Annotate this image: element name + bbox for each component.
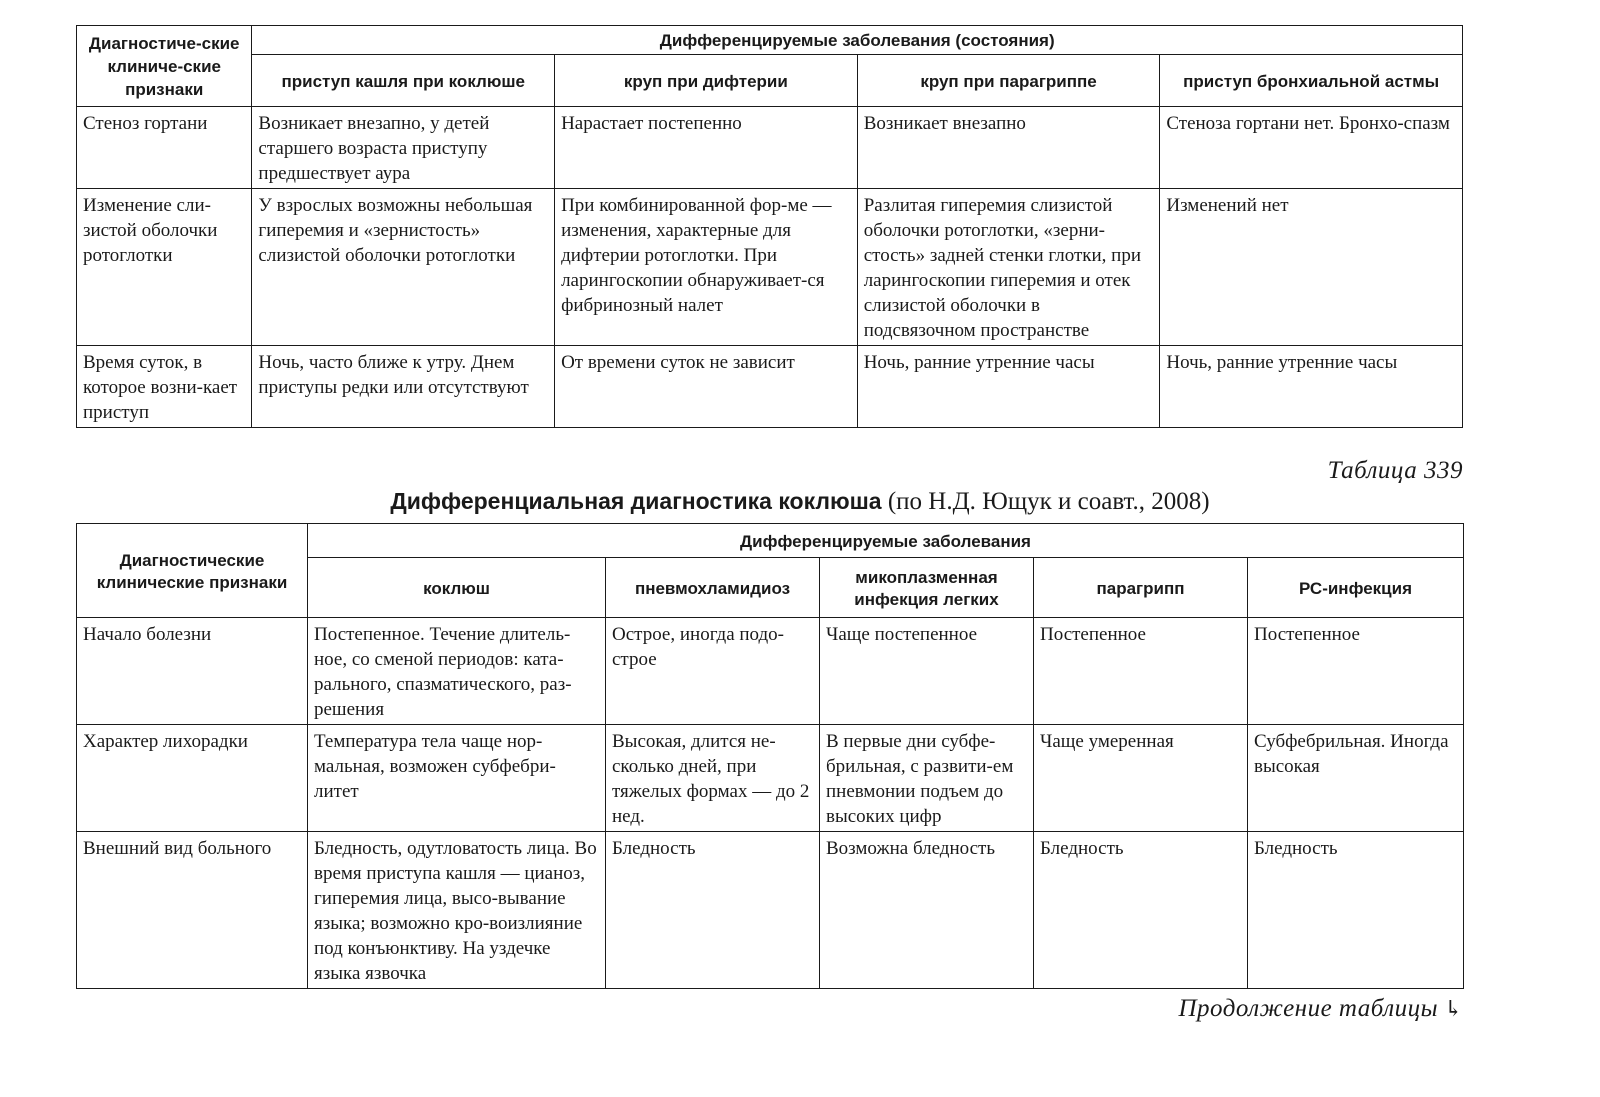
row-label: Стеноз гортани: [77, 107, 252, 189]
row-label: Время суток, в которое возни-кает приступ: [77, 346, 252, 428]
column-header: приступ кашля при коклюше: [252, 55, 555, 107]
continuation-note: [1179, 995, 1464, 1023]
table-cell: Постепенное. Течение длитель-ное, со сменой периодов: ката-рального, спазматического, раз-решения: [308, 618, 606, 725]
table-title-source: (по Н.Д. Ющук и соавт., 2008): [881, 488, 1210, 515]
table-cell: Температура тела чаще нор-мальная, возможен субфебри-литет: [308, 725, 606, 832]
table-row: [77, 346, 1463, 428]
row-label: Характер лихорадки: [77, 725, 308, 832]
table-cell: Чаще постепенное: [820, 618, 1034, 725]
table-cell: Чаще умеренная: [1034, 725, 1248, 832]
column-header: микоплазменная инфекция легких: [820, 558, 1034, 618]
table-cell: Разлитая гиперемия слизистой оболочки ротоглотки, «зерни-стость» задней стенки глотки, при ларингоскопии гиперемия и отек слизистой оболочки в подсвязочном пространстве: [857, 189, 1160, 346]
row-label: Изменение сли-зистой оболочки ротоглотки: [77, 189, 252, 346]
table-cell: От времени суток не зависит: [555, 346, 858, 428]
table-cell: В первые дни субфе-брильная, с развити-ем пневмонии подъем до высоких цифр: [820, 725, 1034, 832]
column-header: парагрипп: [1034, 558, 1248, 618]
table-cell: Стеноза гортани нет. Бронхо-спазм: [1160, 107, 1463, 189]
group-header: Дифференцируемые заболевания (состояния): [252, 26, 1463, 55]
table-cough-differential: [76, 25, 1463, 428]
table-number: Таблица 339: [1327, 457, 1463, 484]
table-cell: Бледность: [1034, 832, 1248, 989]
table-cell: Ночь, ранние утренние часы: [857, 346, 1160, 428]
table-cell: Бледность: [606, 832, 820, 989]
table-cell: Постепенное: [1248, 618, 1464, 725]
table-cell: Ночь, часто ближе к утру. Днем приступы редки или отсутствуют: [252, 346, 555, 428]
table-cell: При комбинированной фор-ме — изменения, характерные для дифтерии ротоглотки. При ларингоскопии обнаруживает-ся фибринозный налет: [555, 189, 858, 346]
continuation-text: Продолжение таблицы: [1178, 995, 1439, 1022]
table-row: [77, 189, 1463, 346]
table-cell: Высокая, длится не-сколько дней, при тяжелых формах — до 2 нед.: [606, 725, 820, 832]
table-cell: Бледность, одутловатость лица. Во время приступа кашля — цианоз, гиперемия лица, высо-вывание языка; возможно кро-воизлияние под конъюнктиву. На уздечке языка язвочка: [308, 832, 606, 989]
column-header: РС-инфекция: [1248, 558, 1464, 618]
table-cell: Субфебрильная. Иногда высокая: [1248, 725, 1464, 832]
corner-header: Диагностиче-ские клиниче-ские признаки: [77, 26, 252, 107]
table-title: [0, 488, 1600, 516]
table-cell: Постепенное: [1034, 618, 1248, 725]
table-cell: Изменений нет: [1160, 189, 1463, 346]
table-cell: Острое, иногда подо-строе: [606, 618, 820, 725]
group-header: Дифференцируемые заболевания: [308, 524, 1464, 558]
table-pertussis-differential: [76, 523, 1464, 989]
table-cell: Возникает внезапно, у детей старшего возраста приступу предшествует аура: [252, 107, 555, 189]
table-row: [77, 725, 1464, 832]
corner-header: Диагностические клинические признаки: [77, 524, 308, 618]
table-cell: Нарастает постепенно: [555, 107, 858, 189]
column-header: круп при парагриппе: [857, 55, 1160, 107]
table-title-bold: Дифференциальная диагностика коклюша: [390, 488, 882, 514]
row-label: Начало болезни: [77, 618, 308, 725]
table-cell: Бледность: [1248, 832, 1464, 989]
column-header: круп при дифтерии: [555, 55, 858, 107]
table-cell: Возможна бледность: [820, 832, 1034, 989]
table-row: [77, 107, 1463, 189]
column-header: пневмохламидиоз: [606, 558, 820, 618]
continue-arrow-icon: ↳: [1444, 996, 1463, 1021]
table-cell: У взрослых возможны небольшая гиперемия и «зернистость» слизистой оболочки ротоглотки: [252, 189, 555, 346]
row-label: Внешний вид больного: [77, 832, 308, 989]
table-cell: Ночь, ранние утренние часы: [1160, 346, 1463, 428]
table-cell: Возникает внезапно: [857, 107, 1160, 189]
table-row: [77, 618, 1464, 725]
table-row: [77, 832, 1464, 989]
column-header: коклюш: [308, 558, 606, 618]
column-header: приступ бронхиальной астмы: [1160, 55, 1463, 107]
